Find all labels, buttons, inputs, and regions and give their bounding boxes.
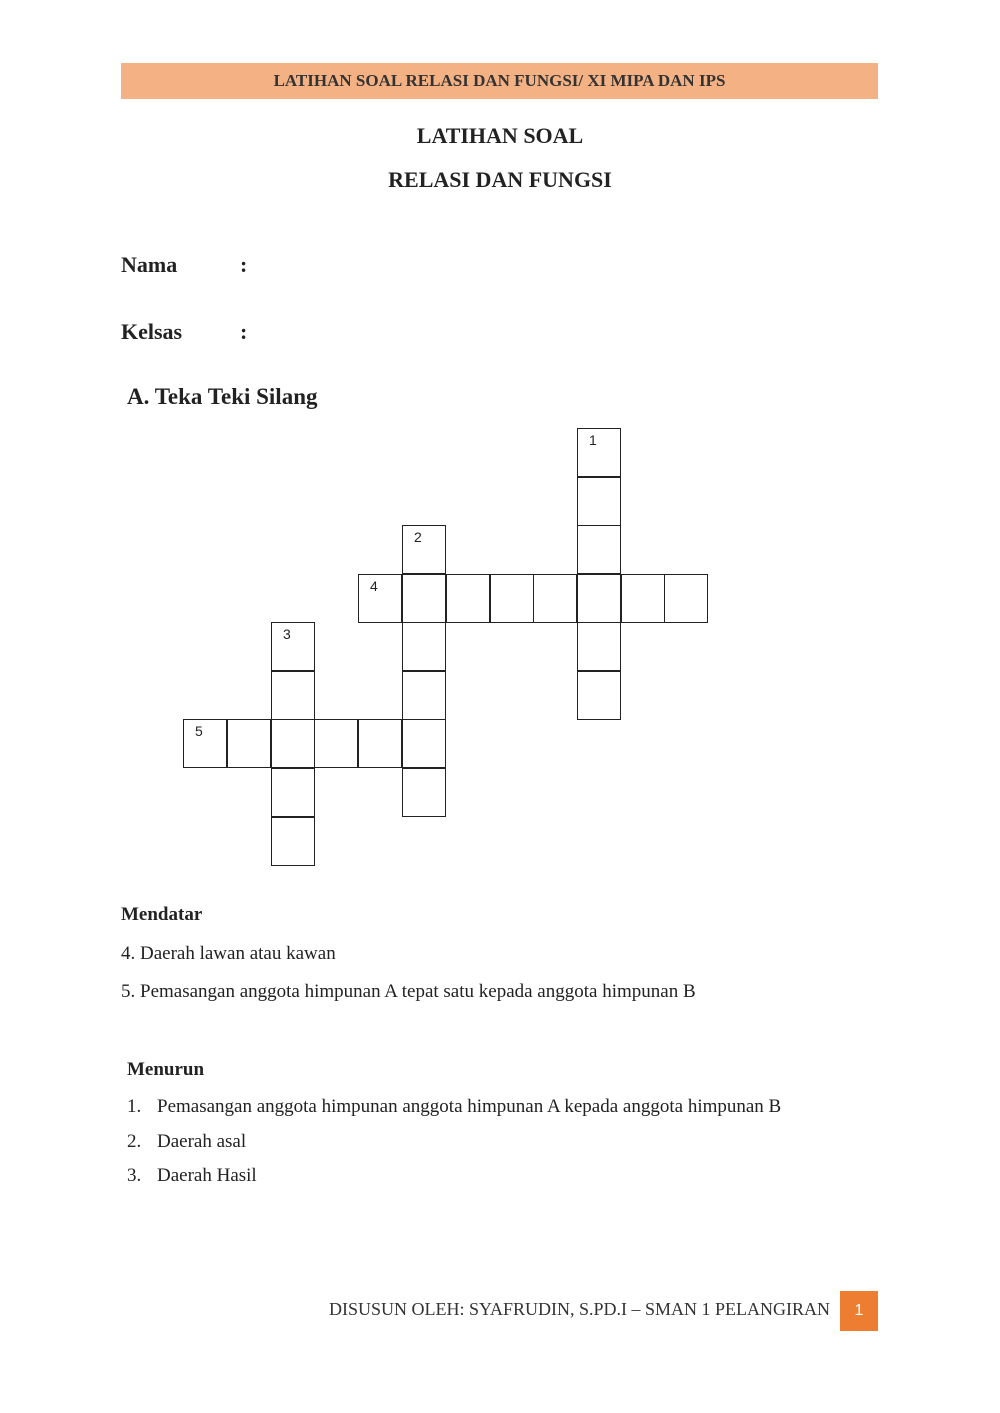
clue-number-3: 3 bbox=[283, 626, 291, 642]
crossword-cell[interactable] bbox=[577, 622, 621, 671]
crossword-cell[interactable] bbox=[227, 719, 271, 768]
crossword-cell[interactable] bbox=[577, 574, 621, 623]
crossword-cell[interactable] bbox=[490, 574, 534, 623]
across-heading: Mendatar bbox=[121, 904, 203, 925]
crossword-cell[interactable] bbox=[358, 719, 402, 768]
crossword-cell[interactable] bbox=[577, 477, 621, 526]
clue-number-5: 5 bbox=[195, 723, 203, 739]
down-clue bbox=[127, 1096, 781, 1118]
crossword-cell[interactable] bbox=[577, 525, 621, 574]
down-clue-text: Daerah Hasil bbox=[157, 1165, 257, 1186]
page-number: 1 bbox=[840, 1291, 878, 1331]
clue-number-1: 1 bbox=[589, 432, 597, 448]
down-clue-text: Pemasangan anggota himpunan anggota himpunan A kepada anggota himpunan B bbox=[157, 1096, 782, 1117]
footer-author: DISUSUN OLEH: SYAFRUDIN, S.PD.I – SMAN 1 PELANGIRAN bbox=[328, 1299, 830, 1319]
crossword-cell[interactable] bbox=[358, 574, 402, 623]
page-subtitle: RELASI DAN FUNGSI bbox=[388, 167, 612, 192]
across-clue: 5. Pemasangan anggota himpunan A tepat satu kepada anggota himpunan B bbox=[121, 981, 696, 1002]
name-colon: : bbox=[240, 252, 248, 277]
crossword-cell[interactable] bbox=[621, 574, 665, 623]
crossword-cell[interactable] bbox=[446, 574, 490, 623]
class-label: Kelsas bbox=[121, 319, 183, 344]
down-clue-text: Daerah asal bbox=[157, 1131, 247, 1152]
across-clue: 4. Daerah lawan atau kawan bbox=[121, 943, 336, 964]
down-clue bbox=[127, 1131, 246, 1153]
crossword-cell[interactable] bbox=[577, 428, 621, 477]
clue-number-2: 2 bbox=[414, 529, 422, 545]
header-band bbox=[121, 63, 878, 99]
crossword-cell[interactable] bbox=[402, 525, 446, 574]
crossword-cell[interactable] bbox=[577, 671, 621, 720]
crossword-cell[interactable] bbox=[271, 671, 315, 720]
crossword-cell[interactable] bbox=[271, 719, 315, 768]
crossword-cell[interactable] bbox=[664, 574, 708, 623]
crossword-cell[interactable] bbox=[402, 622, 446, 671]
down-clue-number: 1. bbox=[127, 1096, 142, 1117]
crossword-cell[interactable] bbox=[402, 671, 446, 720]
crossword-cell[interactable] bbox=[271, 768, 315, 817]
crossword-cell[interactable] bbox=[271, 817, 315, 866]
crossword-cell[interactable] bbox=[533, 574, 577, 623]
crossword-cell[interactable] bbox=[402, 574, 446, 623]
down-clue-number: 3. bbox=[127, 1165, 142, 1186]
crossword-cell[interactable] bbox=[183, 719, 227, 768]
down-heading: Menurun bbox=[127, 1059, 205, 1080]
crossword-cell[interactable] bbox=[271, 622, 315, 671]
down-clue bbox=[127, 1165, 257, 1187]
clue-number-4: 4 bbox=[370, 578, 378, 594]
crossword-cell[interactable] bbox=[402, 719, 446, 768]
name-label: Nama bbox=[121, 252, 178, 277]
crossword-cell[interactable] bbox=[314, 719, 358, 768]
header-band-text: LATIHAN SOAL RELASI DAN FUNGSI/ XI MIPA DAN IPS bbox=[273, 71, 726, 90]
down-clue-number: 2. bbox=[127, 1131, 142, 1152]
crossword-cell[interactable] bbox=[402, 768, 446, 817]
section-heading: A. Teka Teki Silang bbox=[127, 384, 318, 409]
class-colon: : bbox=[240, 319, 248, 344]
page-title: LATIHAN SOAL bbox=[416, 123, 584, 148]
